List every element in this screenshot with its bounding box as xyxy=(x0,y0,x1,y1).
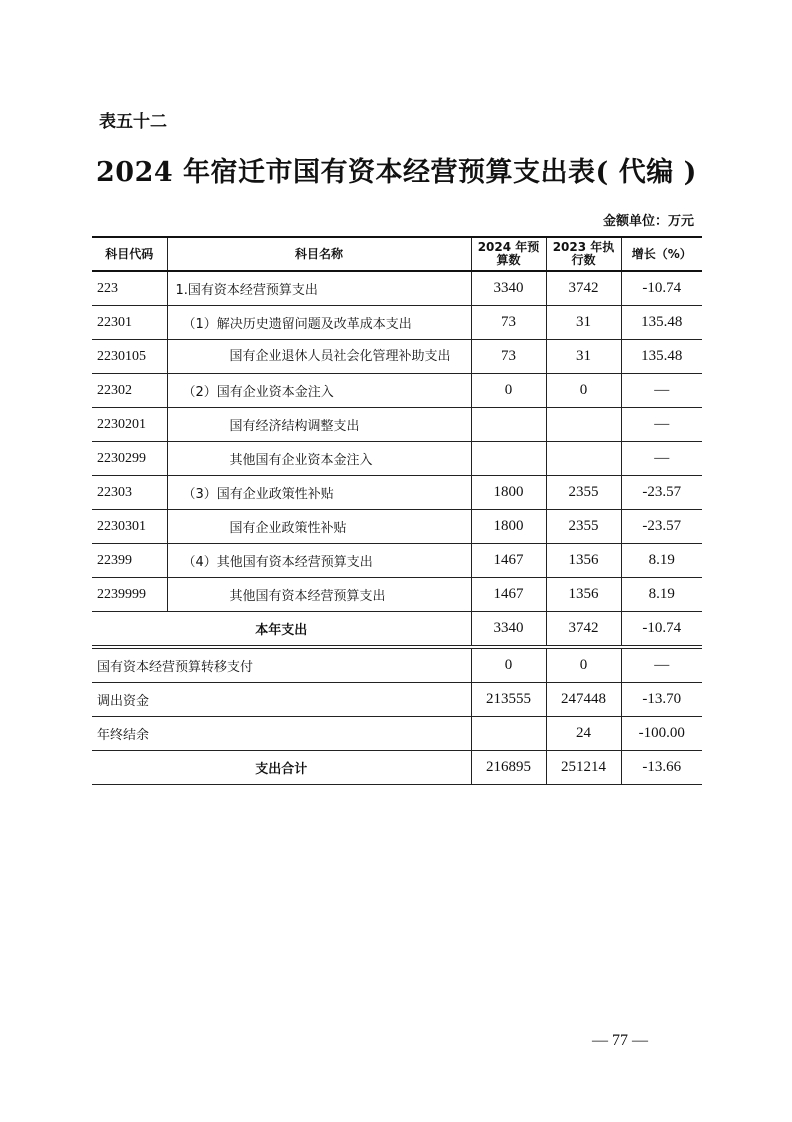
table-row xyxy=(92,271,702,306)
total-row xyxy=(92,751,702,785)
row-actual-2023: 24 xyxy=(546,717,621,751)
table-label: 表五十二 xyxy=(99,112,167,132)
table-row xyxy=(92,374,702,408)
row-growth: 8.19 xyxy=(621,544,702,578)
row-code: 22303 xyxy=(92,476,167,510)
row-growth: -10.74 xyxy=(621,271,702,306)
row-actual-2023 xyxy=(546,442,621,476)
row-growth: -100.00 xyxy=(621,717,702,751)
table-row xyxy=(92,476,702,510)
row-code: 22302 xyxy=(92,374,167,408)
row-name: （2）国有企业资本金注入 xyxy=(167,374,471,408)
row-actual-2023: 31 xyxy=(546,340,621,374)
total-growth: -13.66 xyxy=(621,751,702,785)
row-budget-2024: 1467 xyxy=(471,578,546,612)
row-budget-2024 xyxy=(471,717,546,751)
header-budget-2024: 2024 年预算数 xyxy=(471,237,546,271)
page-title: 2024 年宿迁市国有资本经营预算支出表( 代编 ) xyxy=(96,157,697,188)
row-code: 2230299 xyxy=(92,442,167,476)
row-code: 223 xyxy=(92,271,167,306)
row-growth: 8.19 xyxy=(621,578,702,612)
row-budget-2024: 0 xyxy=(471,647,546,683)
table-row xyxy=(92,578,702,612)
table-header-row xyxy=(92,237,702,271)
total-label: 支出合计 xyxy=(92,751,471,785)
subtotal-actual-2023: 3742 xyxy=(546,612,621,648)
row-growth: -23.57 xyxy=(621,476,702,510)
row-name: （3）国有企业政策性补贴 xyxy=(167,476,471,510)
row-budget-2024: 73 xyxy=(471,340,546,374)
table-row xyxy=(92,647,702,683)
table-row xyxy=(92,306,702,340)
table-row xyxy=(92,408,702,442)
subtotal-label: 本年支出 xyxy=(92,612,471,648)
row-actual-2023: 2355 xyxy=(546,476,621,510)
row-growth: — xyxy=(621,647,702,683)
row-budget-2024: 1800 xyxy=(471,510,546,544)
row-budget-2024: 1800 xyxy=(471,476,546,510)
row-actual-2023: 31 xyxy=(546,306,621,340)
row-code: 2239999 xyxy=(92,578,167,612)
expenditure-table xyxy=(92,236,702,785)
subtotal-row xyxy=(92,612,702,648)
row-name: 国有企业退休人员社会化管理补助支出 xyxy=(167,340,471,374)
table-row xyxy=(92,510,702,544)
header-name: 科目名称 xyxy=(167,237,471,271)
subtotal-budget-2024: 3340 xyxy=(471,612,546,648)
row-growth: — xyxy=(621,374,702,408)
row-actual-2023: 0 xyxy=(546,374,621,408)
row-name: 其他国有企业资本金注入 xyxy=(167,442,471,476)
row-budget-2024: 213555 xyxy=(471,683,546,717)
row-budget-2024: 0 xyxy=(471,374,546,408)
subtotal-growth: -10.74 xyxy=(621,612,702,648)
row-budget-2024: 73 xyxy=(471,306,546,340)
table-row xyxy=(92,442,702,476)
row-code: 2230201 xyxy=(92,408,167,442)
row-growth: -23.57 xyxy=(621,510,702,544)
header-actual-2023: 2023 年执行数 xyxy=(546,237,621,271)
row-name: 其他国有资本经营预算支出 xyxy=(167,578,471,612)
row-budget-2024 xyxy=(471,408,546,442)
row-actual-2023: 1356 xyxy=(546,578,621,612)
header-growth: 增长（%） xyxy=(621,237,702,271)
table-row xyxy=(92,340,702,374)
row-name: 1.国有资本经营预算支出 xyxy=(167,271,471,306)
row-code: 22399 xyxy=(92,544,167,578)
row-budget-2024: 3340 xyxy=(471,271,546,306)
row-actual-2023: 3742 xyxy=(546,271,621,306)
row-name: （1）解决历史遗留问题及改革成本支出 xyxy=(167,306,471,340)
row-actual-2023: 2355 xyxy=(546,510,621,544)
row-growth: -13.70 xyxy=(621,683,702,717)
row-actual-2023: 247448 xyxy=(546,683,621,717)
table-row xyxy=(92,544,702,578)
row-name: 年终结余 xyxy=(92,717,471,751)
row-code: 2230105 xyxy=(92,340,167,374)
row-name: 调出资金 xyxy=(92,683,471,717)
row-actual-2023: 1356 xyxy=(546,544,621,578)
row-name: （4）其他国有资本经营预算支出 xyxy=(167,544,471,578)
row-budget-2024: 1467 xyxy=(471,544,546,578)
row-growth: 135.48 xyxy=(621,340,702,374)
row-growth: — xyxy=(621,408,702,442)
total-budget-2024: 216895 xyxy=(471,751,546,785)
row-growth: 135.48 xyxy=(621,306,702,340)
unit-note: 金额单位：万元 xyxy=(602,214,694,229)
row-budget-2024 xyxy=(471,442,546,476)
row-actual-2023 xyxy=(546,408,621,442)
page-number: — 77 — xyxy=(592,1032,648,1049)
row-name: 国有经济结构调整支出 xyxy=(167,408,471,442)
row-actual-2023: 0 xyxy=(546,647,621,683)
row-growth: — xyxy=(621,442,702,476)
row-code: 22301 xyxy=(92,306,167,340)
header-code: 科目代码 xyxy=(92,237,167,271)
row-name: 国有企业政策性补贴 xyxy=(167,510,471,544)
total-actual-2023: 251214 xyxy=(546,751,621,785)
row-name: 国有资本经营预算转移支付 xyxy=(92,647,471,683)
table-row xyxy=(92,717,702,751)
table-row xyxy=(92,683,702,717)
row-code: 2230301 xyxy=(92,510,167,544)
